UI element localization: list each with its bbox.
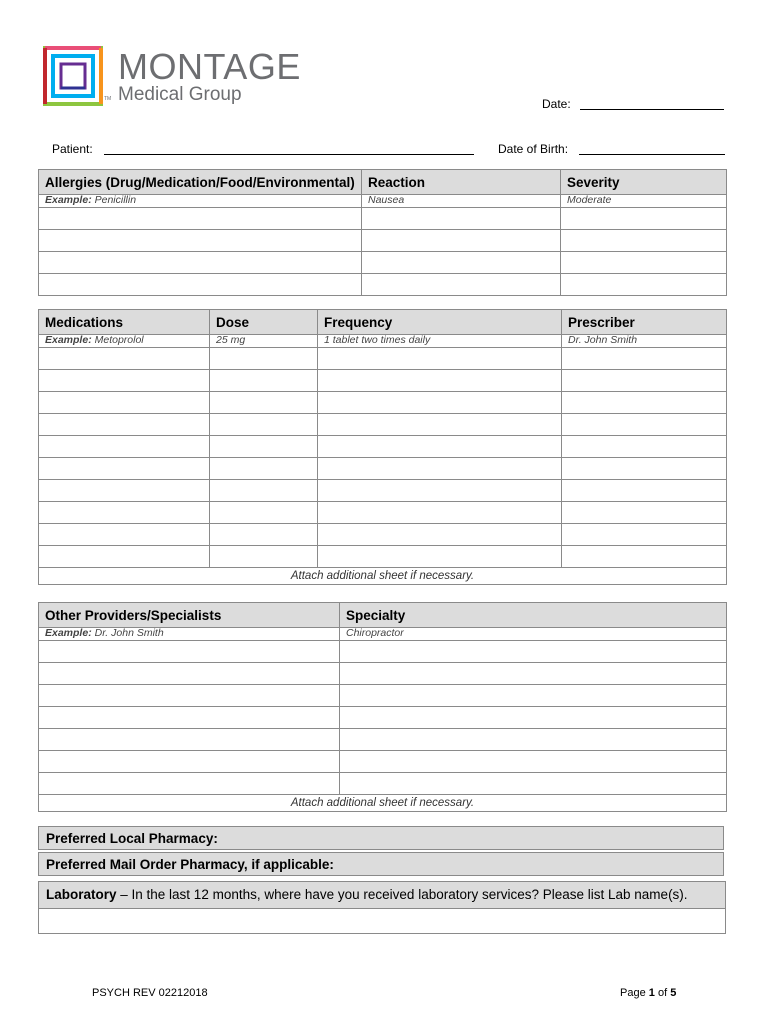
input-cell[interactable]: [210, 524, 318, 546]
example-cell: Example: Metoprolol: [39, 335, 210, 348]
input-cell[interactable]: [318, 348, 562, 370]
input-cell[interactable]: [39, 773, 340, 795]
dob-field[interactable]: [579, 154, 725, 155]
input-cell[interactable]: [39, 392, 210, 414]
input-cell[interactable]: [39, 480, 210, 502]
example-cell: Chiropractor: [340, 628, 727, 641]
revision-code: PSYCH REV 02212018: [92, 987, 208, 999]
input-cell[interactable]: [39, 546, 210, 568]
input-cell[interactable]: [318, 370, 562, 392]
specialty-header: Specialty: [340, 603, 727, 628]
input-cell[interactable]: [340, 751, 727, 773]
input-cell[interactable]: [39, 208, 362, 230]
providers-header: Other Providers/Specialists: [39, 603, 340, 628]
input-cell[interactable]: [340, 685, 727, 707]
local-pharmacy-field[interactable]: Preferred Local Pharmacy:: [38, 826, 724, 850]
input-cell[interactable]: [210, 414, 318, 436]
input-cell[interactable]: [562, 458, 727, 480]
input-cell[interactable]: [39, 729, 340, 751]
trademark: TM: [104, 96, 112, 102]
input-cell[interactable]: [562, 436, 727, 458]
input-cell[interactable]: [362, 208, 561, 230]
montage-logo-icon: [43, 46, 103, 106]
input-cell[interactable]: [210, 370, 318, 392]
input-cell[interactable]: [318, 502, 562, 524]
severity-header: Severity: [561, 170, 727, 195]
patient-field[interactable]: [104, 154, 474, 155]
input-cell[interactable]: [562, 480, 727, 502]
attach-note: Attach additional sheet if necessary.: [39, 568, 727, 585]
input-cell[interactable]: [561, 252, 727, 274]
input-cell[interactable]: [39, 370, 210, 392]
input-cell[interactable]: [318, 414, 562, 436]
input-cell[interactable]: [561, 208, 727, 230]
input-cell[interactable]: [210, 480, 318, 502]
input-cell[interactable]: [562, 392, 727, 414]
input-cell[interactable]: [318, 546, 562, 568]
input-cell[interactable]: [340, 773, 727, 795]
date-field[interactable]: [580, 109, 724, 110]
example-cell: 25 mg: [210, 335, 318, 348]
page-number: Page 1 of 5: [620, 987, 677, 999]
input-cell[interactable]: [318, 524, 562, 546]
frequency-header: Frequency: [318, 310, 562, 335]
input-cell[interactable]: [39, 348, 210, 370]
input-cell[interactable]: [39, 502, 210, 524]
laboratory-box: [38, 881, 726, 934]
example-cell: Moderate: [561, 195, 727, 208]
input-cell[interactable]: [318, 436, 562, 458]
input-cell[interactable]: [562, 348, 727, 370]
allergies-table: [38, 169, 727, 296]
input-cell[interactable]: [362, 230, 561, 252]
medications-header: Medications: [39, 310, 210, 335]
input-cell[interactable]: [210, 546, 318, 568]
dose-header: Dose: [210, 310, 318, 335]
input-cell[interactable]: [561, 274, 727, 296]
input-cell[interactable]: [362, 274, 561, 296]
input-cell[interactable]: [39, 274, 362, 296]
input-cell[interactable]: [39, 707, 340, 729]
patient-label: Patient:: [52, 142, 93, 156]
example-cell: Example: Dr. John Smith: [39, 628, 340, 641]
input-cell[interactable]: [562, 370, 727, 392]
input-cell[interactable]: [362, 252, 561, 274]
input-cell[interactable]: [39, 524, 210, 546]
input-cell[interactable]: [39, 252, 362, 274]
input-cell[interactable]: [340, 707, 727, 729]
example-cell: Dr. John Smith: [562, 335, 727, 348]
allergies-header: Allergies (Drug/Medication/Food/Environmental): [39, 170, 362, 195]
input-cell[interactable]: [562, 524, 727, 546]
input-cell[interactable]: [562, 502, 727, 524]
laboratory-input[interactable]: [39, 909, 725, 933]
date-label: Date:: [542, 97, 571, 111]
input-cell[interactable]: [318, 392, 562, 414]
example-cell: Example: Penicillin: [39, 195, 362, 208]
input-cell[interactable]: [562, 414, 727, 436]
input-cell[interactable]: [39, 458, 210, 480]
brand-name: MONTAGE: [118, 46, 301, 87]
input-cell[interactable]: [39, 641, 340, 663]
input-cell[interactable]: [210, 458, 318, 480]
input-cell[interactable]: [39, 230, 362, 252]
input-cell[interactable]: [318, 480, 562, 502]
input-cell[interactable]: [39, 436, 210, 458]
brand-subtitle: Medical Group: [118, 84, 242, 105]
mail-pharmacy-field[interactable]: Preferred Mail Order Pharmacy, if applicable:: [38, 852, 724, 876]
input-cell[interactable]: [39, 685, 340, 707]
prescriber-header: Prescriber: [562, 310, 727, 335]
input-cell[interactable]: [210, 436, 318, 458]
example-cell: Nausea: [362, 195, 561, 208]
input-cell[interactable]: [39, 751, 340, 773]
input-cell[interactable]: [39, 414, 210, 436]
input-cell[interactable]: [318, 458, 562, 480]
reaction-header: Reaction: [362, 170, 561, 195]
input-cell[interactable]: [340, 663, 727, 685]
input-cell[interactable]: [210, 348, 318, 370]
attach-note: Attach additional sheet if necessary.: [39, 795, 727, 812]
input-cell[interactable]: [340, 729, 727, 751]
input-cell[interactable]: [210, 502, 318, 524]
input-cell[interactable]: [39, 663, 340, 685]
providers-table: [38, 602, 727, 812]
input-cell[interactable]: [340, 641, 727, 663]
input-cell[interactable]: [562, 546, 727, 568]
laboratory-header: Laboratory – In the last 12 months, where have you received laboratory services? Please list Lab name(s).: [39, 882, 725, 909]
dob-label: Date of Birth:: [498, 142, 569, 156]
input-cell[interactable]: [210, 392, 318, 414]
example-cell: 1 tablet two times daily: [318, 335, 562, 348]
input-cell[interactable]: [561, 230, 727, 252]
medications-table: [38, 309, 727, 585]
